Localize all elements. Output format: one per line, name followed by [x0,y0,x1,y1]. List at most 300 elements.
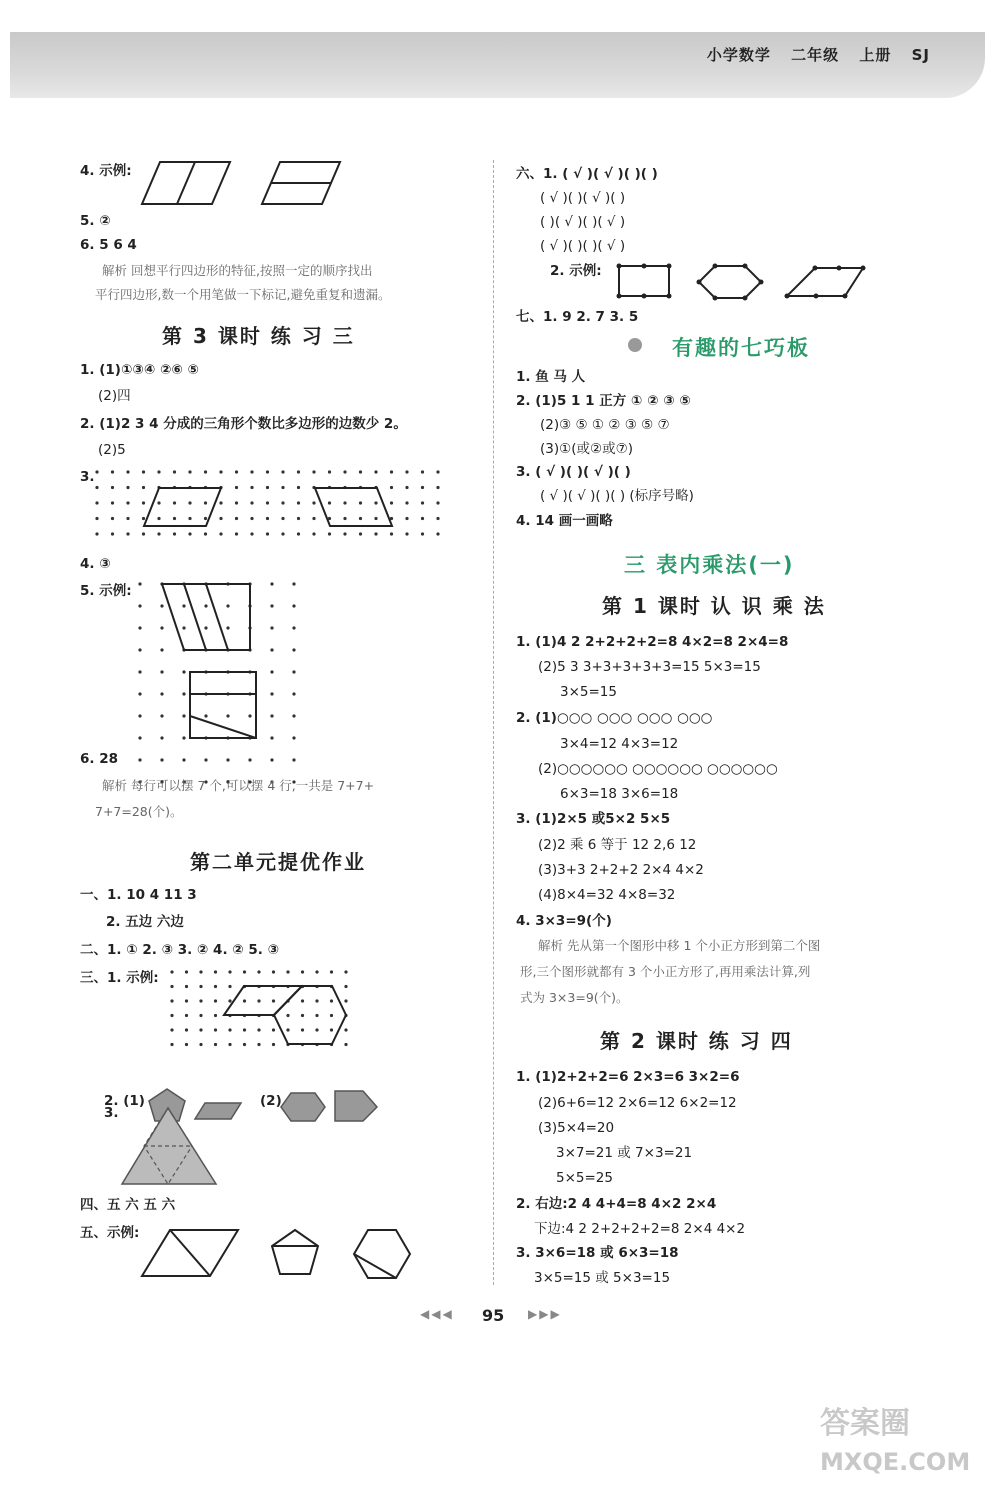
grid-dot [142,517,145,520]
grid-dot [270,648,273,651]
u2-1-1: 一、1. 10 4 11 3 [80,887,197,903]
grid-dot [126,501,129,504]
grid-dot [292,626,295,629]
grid-dot [185,985,188,988]
grid-dot [281,470,284,473]
grid-dot [270,714,273,717]
grid-dot [95,501,98,504]
p4-3b: 3×5=15 或 5×3=15 [534,1270,671,1286]
grid-dot [390,470,393,473]
grid-dot [173,517,176,520]
grid-dot [142,501,145,504]
parallelogram-shape [315,488,392,526]
grid-dot [182,626,185,629]
lesson2-title: 第 2 课时 练 习 四 [600,1029,793,1053]
grid-dot [330,1014,333,1017]
grid-dot [328,532,331,535]
grid-dot [292,692,295,695]
grid-dot [286,970,289,973]
prev-arrows-icon: ◀◀◀ [420,1307,454,1321]
l3-q1a: 1. (1)①③④ ②⑥ ⑤ [80,362,199,378]
grid-dot [188,517,191,520]
tangram-title: 有趣的七巧板 [672,336,810,360]
grid-dot [188,501,191,504]
grid-dot [199,1014,202,1017]
grid-dot [199,970,202,973]
t-q3a: 3. ( √ )( )( √ )( ) [516,464,631,480]
grid-dot [270,604,273,607]
grid-dot [257,1043,260,1046]
grid-dot [182,714,185,717]
m1-2d: 6×3=18 3×6=18 [560,786,679,802]
grid-dot [185,1043,188,1046]
m1-3c: (3)3+3 2+2+2 2×4 4×2 [538,862,704,878]
header-edition: SJ [911,46,930,64]
grid-dot [226,714,229,717]
r6-1a: 六、1. ( √ )( √ )( )( ) [516,166,658,182]
grid-dot [270,758,273,761]
u2-3-2b: (2) [260,1093,282,1109]
u2-4: 四、五 六 五 六 [80,1197,176,1213]
q4-label: 4. 示例: [80,163,132,179]
grid-dot [214,1014,217,1017]
grid-dot [359,532,362,535]
grid-dot [157,501,160,504]
grid-dot [343,470,346,473]
grid-dot [421,501,424,504]
grid-dot [138,736,141,739]
grid-dot [266,470,269,473]
grid-dot [138,626,141,629]
grid-dot [182,670,185,673]
grid-dot [390,532,393,535]
l3-q2a: 2. (1)2 3 4 分成的三角形个数比多边形的边数少 2。 [80,416,407,432]
grid-dot [214,985,217,988]
l3-q5-dot-grid [138,582,303,742]
grid-dot [374,470,377,473]
grid-dot [292,736,295,739]
grid-dot [228,970,231,973]
grid-dot [95,486,98,489]
column-divider [493,160,494,1285]
grid-dot [281,501,284,504]
grid-dot [272,970,275,973]
page-number: 95 [482,1306,505,1325]
grid-dot [243,999,246,1002]
p4-1c: (3)5×4=20 [538,1120,615,1136]
grid-dot [204,604,207,607]
grid-dot [111,501,114,504]
grid-dot [436,470,439,473]
unit3-title: 三 表内乘法(一) [624,553,795,577]
grid-dot [160,714,163,717]
grid-dot [185,970,188,973]
grid-dot [170,1014,173,1017]
grid-dot [270,692,273,695]
grid-dot [359,501,362,504]
grid-dot [421,486,424,489]
m1-1b: (2)5 3 3+3+3+3+3=15 5×3=15 [538,659,761,675]
m1-3b: (2)2 乘 6 等于 12 2,6 12 [538,837,697,853]
grid-dot [250,501,253,504]
grid-dot [272,1028,275,1031]
grid-dot [343,517,346,520]
grid-dot [272,1043,275,1046]
m1-3d: (4)8×4=32 4×8=32 [538,887,676,903]
l3-q6-analysis-1: 解析 每行可以摆 7 个,可以摆 4 行,一共是 7+7+ [102,778,375,793]
grid-dot [111,532,114,535]
grid-dot [160,758,163,761]
m1-4-analysis-3: 式为 3×3=9(个)。 [520,990,629,1005]
grid-dot [226,604,229,607]
grid-dot [344,1043,347,1046]
m1-4-analysis-2: 形,三个图形就都有 3 个小正方形了,再用乘法计算,列 [520,964,811,979]
u2-5: 五、示例: [80,1225,140,1241]
grid-dot [204,501,207,504]
grid-dot [111,517,114,520]
grid-dot [157,470,160,473]
grid-dot [182,692,185,695]
r6-1b: ( √ )( )( √ )( ) [540,190,626,206]
grid-dot [312,517,315,520]
grid-dot [95,517,98,520]
grid-dot [111,486,114,489]
grid-dot [185,1014,188,1017]
grid-dot [170,999,173,1002]
grid-dot [301,1014,304,1017]
u2-3-3: 3. [104,1105,119,1121]
q6-analysis-2: 平行四边形,数一个用笔做一下标记,避免重复和遗漏。 [95,287,391,302]
grid-dot [390,501,393,504]
l3-q5: 5. 示例: [80,583,132,599]
grid-dot [182,736,185,739]
q4-parallelogram-figures [140,160,350,210]
grid-dot [421,517,424,520]
grid-dot [297,517,300,520]
grid-dot [330,1028,333,1031]
grid-dot [390,486,393,489]
grid-dot [142,532,145,535]
grid-dot [160,604,163,607]
m1-2c: (2)○○○○○○ ○○○○○○ ○○○○○○ [538,761,778,777]
lesson1-title: 第 1 课时 认 识 乘 法 [602,594,826,618]
grid-dot [138,758,141,761]
grid-dot [248,758,251,761]
l3-q1b: (2)四 [98,388,131,404]
q5: 5. ② [80,213,111,229]
r6-2-figures [615,262,875,302]
u2-3-2a: 2. (1) [104,1093,145,1109]
t-q2b: (2)③ ⑤ ① ② ③ ⑤ ⑦ [540,417,670,433]
grid-dot [436,532,439,535]
grid-dot [219,470,222,473]
grid-dot [157,517,160,520]
grid-dot [281,532,284,535]
m1-2b: 3×4=12 4×3=12 [560,736,679,752]
grid-dot [315,999,318,1002]
grid-dot [138,582,141,585]
grid-dot [292,604,295,607]
p4-1b: (2)6+6=12 2×6=12 6×2=12 [538,1095,737,1111]
grid-dot [270,582,273,585]
m1-1c: 3×5=15 [560,684,617,700]
grid-dot [182,604,185,607]
grid-dot [228,1028,231,1031]
grid-dot [170,970,173,973]
l3-q3: 3. [80,469,95,485]
r6-1c: ( )( √ )( )( √ ) [540,214,626,230]
grid-dot [142,486,145,489]
p4-1a: 1. (1)2+2+2=6 2×3=6 3×2=6 [516,1069,740,1085]
grid-dot [405,501,408,504]
l3-q4: 4. ③ [80,556,111,572]
grid-dot [436,517,439,520]
grid-dot [266,501,269,504]
watermark-url: MXQE.COM [820,1448,971,1476]
grid-dot [182,758,185,761]
grid-dot [204,626,207,629]
section-bullet-icon [628,338,642,352]
l3-q3-dot-grid [95,470,455,550]
grid-dot [286,1014,289,1017]
grid-dot [328,470,331,473]
parallelogram-shape [144,488,221,526]
grid-dot [312,501,315,504]
grid-dot [204,532,207,535]
grid-dot [421,532,424,535]
p4-1e: 5×5=25 [556,1170,613,1186]
grid-dot [111,470,114,473]
grid-dot [142,470,145,473]
grid-dot [292,582,295,585]
grid-dot [257,1028,260,1031]
grid-dot [138,714,141,717]
grid-dot [312,532,315,535]
p4-3a: 3. 3×6=18 或 6×3=18 [516,1245,679,1261]
r6-2: 2. 示例: [550,263,602,279]
grid-dot [297,470,300,473]
grid-dot [235,470,238,473]
grid-dot [343,501,346,504]
split-line [206,584,228,650]
grid-dot [250,517,253,520]
u2-1-2: 2. 五边 六边 [106,914,184,930]
grid-dot [281,517,284,520]
grid-dot [95,470,98,473]
grid-dot [436,501,439,504]
grid-dot [126,470,129,473]
grid-dot [138,604,141,607]
grid-dot [436,486,439,489]
p4-1d: 3×7=21 或 7×3=21 [556,1145,693,1161]
u2-2: 二、1. ① 2. ③ 3. ② 4. ② 5. ③ [80,942,280,958]
grid-dot [173,532,176,535]
grid-dot [312,470,315,473]
t-q4: 4. 14 画一画略 [516,513,613,529]
grid-dot [266,486,269,489]
grid-dot [185,1028,188,1031]
grid-dot [214,970,217,973]
grid-dot [270,736,273,739]
grid-dot [214,1028,217,1031]
grid-dot [204,758,207,761]
grid-dot [228,999,231,1002]
r6-1d: ( √ )( )( )( √ ) [540,238,626,254]
grid-dot [160,736,163,739]
grid-dot [170,985,173,988]
grid-dot [421,470,424,473]
grid-dot [315,1028,318,1031]
hexagon-shape [274,986,346,1044]
grid-dot [204,517,207,520]
grid-dot [250,486,253,489]
grid-dot [243,1028,246,1031]
grid-dot [214,1043,217,1046]
q6-analysis-1: 解析 回想平行四边形的特征,按照一定的顺序找出 [102,263,373,278]
header-grade: 二年级 [791,46,840,64]
grid-dot [199,1028,202,1031]
grid-dot [204,714,207,717]
grid-dot [257,970,260,973]
split-line [190,716,256,738]
grid-dot [228,985,231,988]
q6: 6. 5 6 4 [80,237,137,253]
grid-dot [138,648,141,651]
grid-dot [243,1043,246,1046]
grid-dot [235,486,238,489]
grid-dot [301,1028,304,1031]
grid-dot [199,999,202,1002]
grid-dot [374,517,377,520]
grid-dot [204,470,207,473]
grid-dot [199,1043,202,1046]
grid-dot [250,532,253,535]
grid-dot [235,501,238,504]
grid-dot [257,999,260,1002]
grid-dot [219,517,222,520]
grid-dot [160,692,163,695]
grid-dot [297,501,300,504]
grid-dot [157,532,160,535]
m1-1a: 1. (1)4 2 2+2+2+2=8 4×2=8 2×4=8 [516,634,789,650]
grid-dot [160,648,163,651]
u2-3-1: 三、1. 示例: [80,970,159,986]
t-q1: 1. 鱼 马 人 [516,369,586,385]
grid-dot [292,758,295,761]
grid-dot [405,517,408,520]
grid-dot [344,985,347,988]
t-q2a: 2. (1)5 1 1 正方 ① ② ③ ⑤ [516,393,691,409]
grid-dot [281,486,284,489]
u2-3-1-dot-grid [170,970,360,1050]
grid-dot [126,532,129,535]
grid-dot [185,999,188,1002]
l3-q2b: (2)5 [98,442,126,458]
grid-dot [214,999,217,1002]
grid-dot [138,692,141,695]
split-shape [162,584,250,650]
grid-dot [292,714,295,717]
grid-dot [343,532,346,535]
grid-dot [235,517,238,520]
l3-q6-analysis-2: 7+7=28(个)。 [95,804,183,819]
header-volume: 上册 [859,46,892,64]
m1-4: 4. 3×3=9(个) [516,913,612,929]
grid-dot [266,532,269,535]
l3-q6: 6. 28 [80,751,119,767]
grid-dot [126,486,129,489]
grid-dot [301,970,304,973]
r7: 七、1. 9 2. 7 3. 5 [516,309,639,325]
grid-dot [301,999,304,1002]
split-line [184,584,206,650]
grid-dot [344,1028,347,1031]
grid-dot [330,999,333,1002]
grid-dot [138,670,141,673]
grid-dot [266,517,269,520]
grid-dot [286,1028,289,1031]
grid-dot [250,470,253,473]
grid-dot [344,999,347,1002]
grid-dot [173,470,176,473]
p4-2b: 下边:4 2 2+2+2+2=8 2×4 4×2 [534,1221,746,1237]
lesson3-title: 第 3 课时 练 习 三 [162,324,355,348]
m1-3a: 3. (1)2×5 或5×2 5×5 [516,811,671,827]
grid-dot [297,486,300,489]
watermark-logo: 答案圈 [820,1406,910,1441]
grid-dot [95,532,98,535]
grid-dot [359,470,362,473]
grid-dot [297,532,300,535]
grid-dot [173,501,176,504]
m1-2a: 2. (1)○○○ ○○○ ○○○ ○○○ [516,710,713,726]
grid-dot [292,648,295,651]
grid-dot [188,470,191,473]
grid-dot [170,1043,173,1046]
u2-5-figures [140,1228,420,1284]
grid-dot [226,758,229,761]
next-arrows-icon: ▶▶▶ [528,1307,562,1321]
header-band [10,32,985,98]
grid-dot [405,532,408,535]
grid-dot [188,532,191,535]
grid-dot [374,532,377,535]
unit2-title: 第二单元提优作业 [190,850,366,874]
u2-3-3-triangle [120,1106,220,1188]
grid-dot [359,517,362,520]
parallelogram-shape [224,986,302,1015]
grid-dot [228,1043,231,1046]
grid-dot [330,970,333,973]
grid-dot [328,501,331,504]
grid-dot [315,970,318,973]
header-subject: 小学数学 [706,46,771,64]
grid-dot [374,501,377,504]
grid-dot [243,970,246,973]
grid-dot [405,470,408,473]
grid-dot [199,985,202,988]
grid-dot [126,517,129,520]
grid-dot [160,626,163,629]
grid-dot [292,670,295,673]
grid-dot [219,532,222,535]
grid-dot [270,670,273,673]
header-info [693,44,930,65]
t-q3b: ( √ )( √ )( )( ) (标序号略) [540,488,694,504]
grid-dot [272,999,275,1002]
grid-dot [405,486,408,489]
grid-dot [270,626,273,629]
